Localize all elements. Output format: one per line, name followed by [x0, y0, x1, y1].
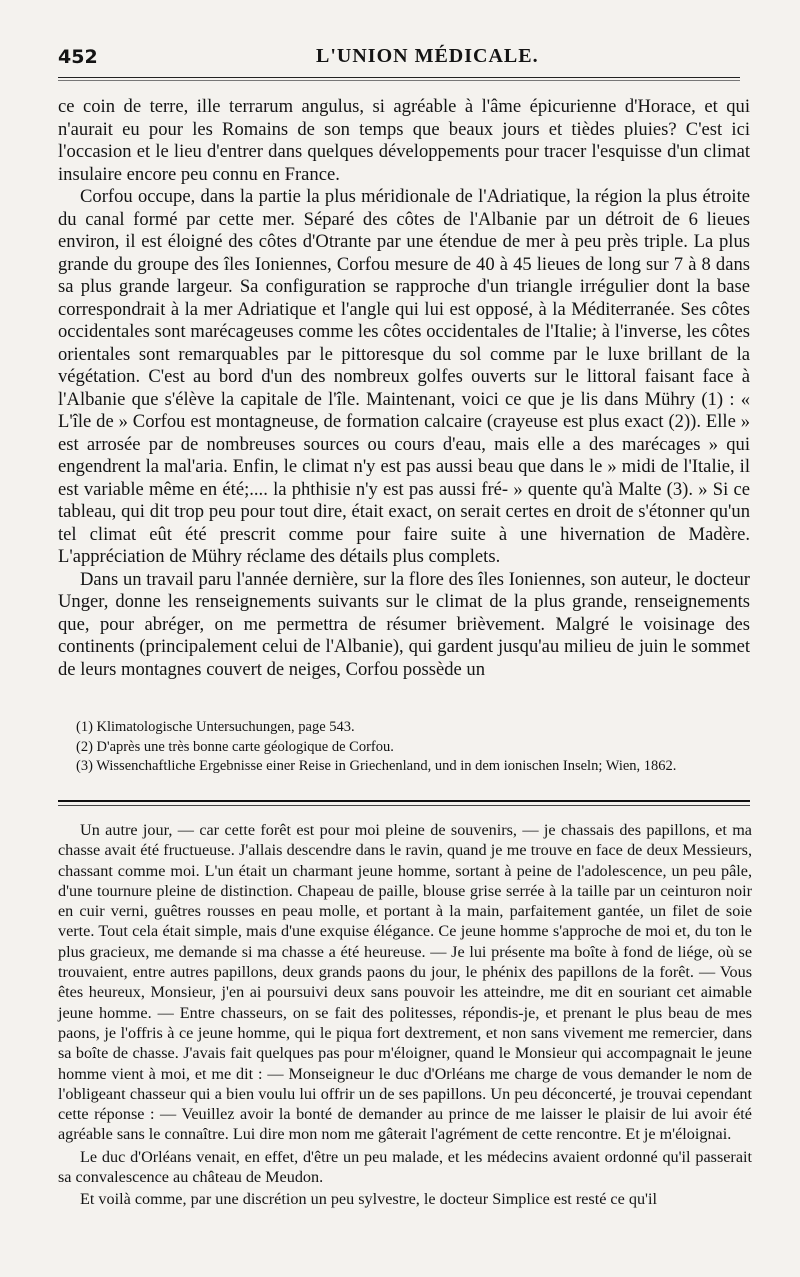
- running-title: L'UNION MÉDICALE.: [316, 45, 539, 67]
- footnotes: [58, 718, 750, 777]
- article-paragraph: ce coin de terre, ille terrarum angulus, si agréable à l'âme épicurienne d'Horace, et qui n'aurait eu pour les Romains de son temps que beaux jours et tièdes pluies? C'est ici l'occasion et le lieu d'entrer dans quelques développements pour tracer l'esquisse d'un climat insulaire encore peu connu en France.: [58, 96, 750, 185]
- feuilleton-divider-secondary: [58, 805, 750, 806]
- article-paragraph: Dans un travail paru l'année dernière, sur la flore des îles Ioniennes, son auteur, le docteur Unger, donne les renseignements suivants sur le climat de la plus grande, renseignements que, pour abréger, on me permettra de résumer brièvement. Malgré le voisinage des continents (principalement celui de l'Albanie), qui gardent jusqu'au milieu de juin le sommet de leurs montagnes couvert de neiges, Corfou possède un: [58, 568, 750, 680]
- main-article: [58, 96, 750, 681]
- footnote: (3) Wissenchaftliche Ergebnisse einer Reise in Griechenland, und in dem ionischen Inseln; Wien, 1862.: [76, 758, 677, 774]
- page-number: 452: [58, 46, 98, 68]
- footnote: (1) Klimatologische Untersuchungen, page 543.: [76, 719, 355, 735]
- feuilleton: [58, 820, 752, 1210]
- footnote: (2) D'après une très bonne carte géologique de Corfou.: [76, 738, 394, 755]
- feuilleton-paragraph: Un autre jour, — car cette forêt est pour moi pleine de souvenirs, — je chassais des papillons, et ma chasse avait été fructueuse. J'allais descendre dans le ravin, quand je me trouve en face de deux Messieurs, chassant comme moi. L'un était un charmant jeune homme, sortant à peine de l'adolescence, un peu pâle, d'une tournure pleine de distinction. Chapeau de paille, blouse grise serrée à la taille par un ceinturon noir en cuir verni, guêtres rousses en peau molle, et portant à la main, parfaitement gantée, un filet de soie verte. Tout cela était simple, mais d'une exquise élégance. Ce jeune homme s'approche de moi et, du ton le plus gracieux, me demande si ma chasse a été heureuse. — Je lui présente ma boîte à fond de liége, où se trouvaient, entre autres papillons, deux grands paons du jour, le phénix des papillons de la forêt. — Vous êtes heureux, Monsieur, j'en ai poursuivi deux sans pouvoir les atteindre, me dit en souriant cet aimable jeune homme. — Entre chasseurs, on se fait des politesses, répondis-je, et prenant le plus beau de mes paons, je l'offris à ce jeune homme, qui le piqua fort dextrement, et non sans vivement me remercier, dans sa boîte de chasse. J'avais fait quelques pas pour m'éloigner, quand le Monsieur qui accompagnait le jeune homme vient à moi, et me dit : — Monseigneur le duc d'Orléans me charge de vous demander le nom de l'obligeant chasseur qui a bien voulu lui offrir un de ses papillons. Un peu déconcerté, je trouvai cependant cette réponse : — Veuillez avoir la bonté de demander au prince de me laisser le plaisir de lui avoir été agréable sans le connaître. Lui dire mon nom me gâterait l'agrément de cette rencontre. Et je m'éloignai.: [58, 821, 752, 1144]
- feuilleton-paragraph: Et voilà comme, par une discrétion un peu sylvestre, le docteur Simplice est resté ce qu'il: [80, 1190, 657, 1209]
- feuilleton-divider: [58, 800, 750, 802]
- page-header: [58, 42, 740, 72]
- header-rule-secondary: [58, 80, 740, 81]
- feuilleton-paragraph: Le duc d'Orléans venait, en effet, d'être un peu malade, et les médecins avaient ordonné qu'il passerait sa convalescence au château de Meudon.: [58, 1147, 752, 1187]
- header-rule: [58, 77, 740, 78]
- article-paragraph: Corfou occupe, dans la partie la plus méridionale de l'Adriatique, la région la plus étroite du canal formé par cette mer. Séparé des côtes de l'Albanie par un détroit de 6 lieues environ, il est éloigné des côtes d'Otrante par une étendue de mer à peu près triple. La plus grande du groupe des îles Ioniennes, Corfou mesure de 40 à 45 lieues de long sur 7 à 8 dans sa plus grande largeur. Sa configuration se rapproche d'un triangle irrégulier dont la base correspondrait à la mer Adriatique et l'angle qui lui est opposé, à la Méditerranée. Ses côtes occidentales sont marécageuses comme les côtes occidentales de l'Italie; à l'inverse, les côtes orientales sont remarquables par le pittoresque du sol comme par le luxe brillant de la végétation. C'est au bord d'un des nombreux golfes ouverts sur le littoral faisant face à l'Albanie que s'élève la capitale de l'île. Maintenant, voici ce que je lis dans Mühry (1) : « L'île de » Corfou est montagneuse, de formation calcaire (crayeuse est plus exact (2)). Elle » est arrosée par de nombreuses sources ou cours d'eau, mais elle a des marécages » qui engendrent la mal'aria. Enfin, le climat n'y est pas aussi beau que dans le » midi de l'Italie, il est variable même en été;.... la phthisie n'y est pas aussi fré- » quente qu'à Malte (3). » Si ce tableau, qui dit trop peu pour tout dire, était exact, on serait certes en droit de s'étonner qu'un tel climat eût été prescrit comme pour faire suite à une hivernation de Madère. L'appréciation de Mühry réclame des détails plus complets.: [58, 186, 750, 567]
